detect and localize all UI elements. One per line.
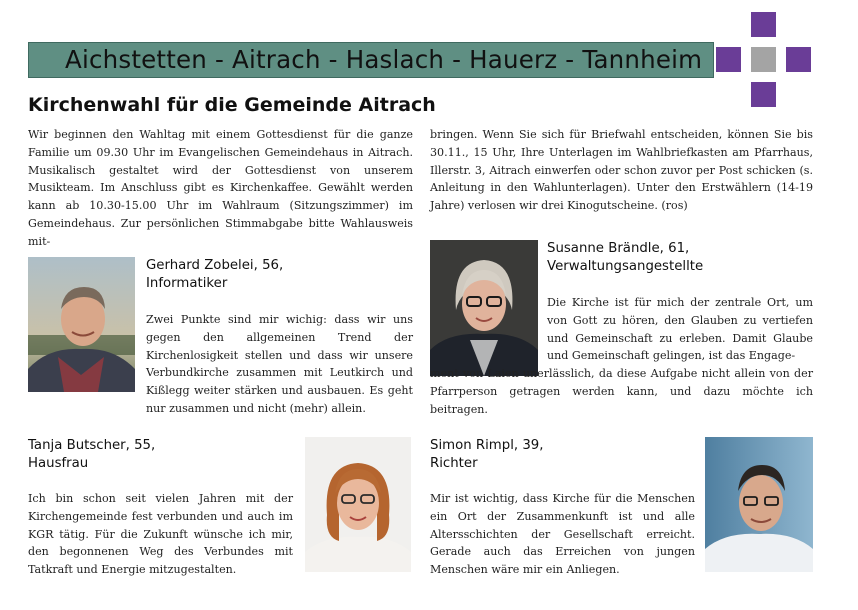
banner-title: Aichstetten - Aitrach - Haslach - Hauerz - Tannheim <box>65 45 703 74</box>
candidate-role-butscher: Hausfrau <box>28 456 89 471</box>
candidate-text-braendle-b: ment von Laien unerlässlich, da diese Aufgabe nicht allein von der Pfarrperson getragen werden kann, und dazu möchte ich beitragen. <box>430 367 813 416</box>
intro-text-left: Wir beginnen den Wahltag mit einem Gottesdienst für die ganze Familie um 09.30 Uhr im Evangelischen Gemeindehaus in Aitrach. Musikalisch gestaltet wird der Gottesdienst von unserem Musikteam. Im Anschluss gibt es Kirchenkaffee. Gewählt werden kann ab 10.30-15.00 Uhr im Wahlraum (Sitzungszimmer) im Gemeindehaus. Zur persönlichen Stimmabgabe bitte Wahlausweis mit- <box>28 128 413 248</box>
logo-square-bottom <box>751 82 776 107</box>
article-headline: Kirchenwahl für die Gemeinde Aitrach <box>28 94 436 116</box>
photo-simon-rimpl <box>705 437 813 572</box>
header-banner <box>28 42 714 78</box>
logo-square-right <box>786 47 811 72</box>
photo-gerhard-zobelei <box>28 257 135 392</box>
candidate-text-zobelei: Zwei Punkte sind mir wichig: dass wir uns gegen den allgemeinen Trend der Kirchenlosigkeit stellen und dass wir unsere Verbundkirche zusammen mit Leutkirch und Kißlegg weiter stärken und ausbauen. Es geht nur zusammen und nicht (mehr) allein. <box>146 313 413 415</box>
photo-tanja-butscher <box>305 437 411 572</box>
candidate-role-zobelei: Informatiker <box>146 276 228 291</box>
candidate-name-butscher: Tanja Butscher, 55, <box>28 438 156 453</box>
candidate-role-rimpl: Richter <box>430 456 478 471</box>
candidate-name-braendle: Susanne Brändle, 61, <box>547 241 690 256</box>
logo-square-top <box>751 12 776 37</box>
logo-square-left <box>716 47 741 72</box>
cross-logo <box>716 10 812 108</box>
photo-susanne-braendle <box>430 240 538 376</box>
candidate-text-butscher: Ich bin schon seit vielen Jahren mit der Kirchengemeinde fest verbunden und auch im KGR tätig. Für die Zukunft wünsche ich mir, den begonnenen Weg des Verbundes mit Tatkraft und Energie mitzugestalten. <box>28 492 293 577</box>
candidate-text-rimpl: Mir ist wichtig, dass Kirche für die Menschen ein Ort der Zusammenkunft ist und alle Altersschichten der Gesellschaft erreicht. Gerade auch das Erreichen von jungen Menschen wäre mir ein Anliegen. <box>430 492 695 577</box>
candidate-name-rimpl: Simon Rimpl, 39, <box>430 438 544 453</box>
candidate-text-braendle-a: Die Kirche ist für mich der zentrale Ort, um von Gott zu hören, den Glauben zu vertiefen und Gemeinschaft zu erleben. Damit Glaube und Gemeinschaft gelingen, ist das Engage- <box>547 296 813 363</box>
intro-text-right: bringen. Wenn Sie sich für Briefwahl entscheiden, können Sie bis 30.11., 15 Uhr, Ihre Unterlagen im Wahlbriefkasten am Pfarrhaus, Illerstr. 3, Aitrach einwerfen oder schon zuvor per Post schicken (s. Anleitung in den Wahlunterlagen). Unter den Erstwählern (14-19 Jahre) verlosen wir drei Kinogutscheine. (ros) <box>430 128 813 213</box>
candidate-name-zobelei: Gerhard Zobelei, 56, <box>146 258 284 273</box>
candidate-role-braendle: Verwaltungsangestellte <box>547 259 704 274</box>
logo-square-center <box>751 47 776 72</box>
